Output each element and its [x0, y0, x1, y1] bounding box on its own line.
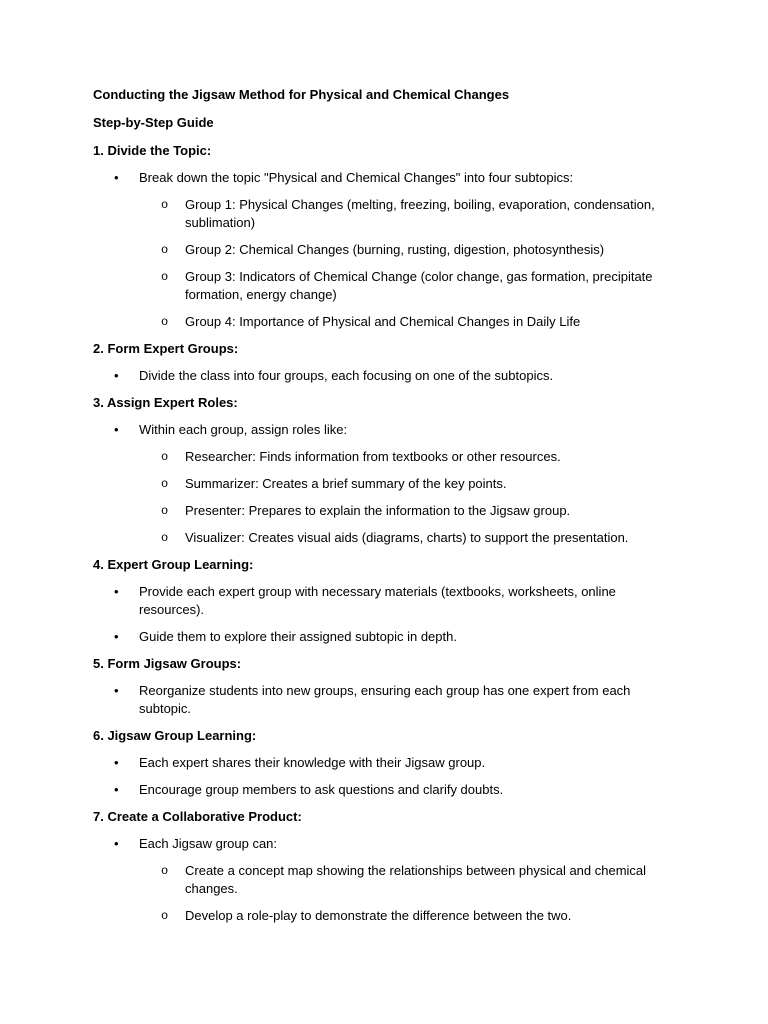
document-body — [93, 86, 673, 934]
sub-list-item-text: Researcher: Finds information from textbooks or other resources. — [185, 449, 561, 464]
circle-bullet-icon: o — [161, 315, 169, 329]
list-item — [93, 754, 673, 772]
sub-list-item-text: Summarizer: Creates a brief summary of the key points. — [185, 476, 507, 491]
list-item-text: Provide each expert group with necessary materials (textbooks, worksheets, online resources). — [139, 584, 616, 617]
bullet-icon: • — [114, 584, 119, 599]
circle-bullet-icon: o — [161, 243, 169, 257]
list-item — [93, 781, 673, 799]
step-section — [93, 340, 673, 385]
document-subtitle: Step-by-Step Guide — [93, 115, 214, 130]
bullet-icon: • — [114, 782, 119, 797]
step-heading: 2. Form Expert Groups: — [93, 341, 239, 356]
bullet-list — [93, 583, 673, 646]
step-heading: 5. Form Jigsaw Groups: — [93, 656, 242, 671]
sub-bullet-list — [139, 862, 673, 925]
step-section — [93, 394, 673, 547]
sub-list-item — [139, 241, 673, 259]
circle-bullet-icon: o — [161, 531, 169, 545]
sub-list-item — [139, 907, 673, 925]
circle-bullet-icon: o — [161, 450, 169, 464]
bullet-icon: • — [114, 755, 119, 770]
sub-list-item-text: Create a concept map showing the relationships between physical and chemical changes. — [185, 863, 647, 896]
step-heading: 6. Jigsaw Group Learning: — [93, 728, 257, 743]
list-item — [93, 835, 673, 925]
bullet-icon: • — [114, 170, 119, 185]
list-item — [93, 367, 673, 385]
step-heading: 3. Assign Expert Roles: — [93, 395, 238, 410]
step-section — [93, 655, 673, 718]
sub-list-item — [139, 196, 673, 232]
sub-list-item — [139, 529, 673, 547]
sub-list-item-text: Group 4: Importance of Physical and Chemical Changes in Daily Life — [185, 314, 581, 329]
step-section — [93, 556, 673, 646]
circle-bullet-icon: o — [161, 198, 169, 212]
list-item — [93, 583, 673, 619]
circle-bullet-icon: o — [161, 270, 169, 284]
circle-bullet-icon: o — [161, 504, 169, 518]
sub-list-item-text: Group 2: Chemical Changes (burning, rusting, digestion, photosynthesis) — [185, 242, 605, 257]
bullet-icon: • — [114, 629, 119, 644]
bullet-icon: • — [114, 683, 119, 698]
document-title: Conducting the Jigsaw Method for Physical and Chemical Changes — [93, 87, 510, 102]
sub-list-item-text: Presenter: Prepares to explain the information to the Jigsaw group. — [185, 503, 571, 518]
list-item-text: Divide the class into four groups, each focusing on one of the subtopics. — [139, 368, 554, 383]
circle-bullet-icon: o — [161, 909, 169, 923]
bullet-icon: • — [114, 422, 119, 437]
bullet-icon: • — [114, 368, 119, 383]
step-section — [93, 808, 673, 925]
bullet-list — [93, 367, 673, 385]
list-item — [93, 628, 673, 646]
list-item-text: Each expert shares their knowledge with their Jigsaw group. — [139, 755, 486, 770]
steps-list — [93, 142, 673, 925]
bullet-icon: • — [114, 836, 119, 851]
bullet-list — [93, 421, 673, 547]
circle-bullet-icon: o — [161, 864, 169, 878]
sub-list-item — [139, 268, 673, 304]
list-item — [93, 169, 673, 331]
sub-list-item — [139, 313, 673, 331]
sub-list-item-text: Visualizer: Creates visual aids (diagrams, charts) to support the presentation. — [185, 530, 629, 545]
bullet-list — [93, 682, 673, 718]
step-section — [93, 727, 673, 799]
circle-bullet-icon: o — [161, 477, 169, 491]
sub-list-item — [139, 448, 673, 466]
list-item-text: Reorganize students into new groups, ensuring each group has one expert from each subtopic. — [139, 683, 631, 716]
list-item-text: Each Jigsaw group can: — [139, 836, 278, 851]
list-item-text: Within each group, assign roles like: — [139, 422, 348, 437]
sub-list-item — [139, 475, 673, 493]
sub-list-item — [139, 862, 673, 898]
list-item — [93, 682, 673, 718]
step-section — [93, 142, 673, 331]
list-item-text: Break down the topic "Physical and Chemical Changes" into four subtopics: — [139, 170, 574, 185]
bullet-list — [93, 169, 673, 331]
sub-bullet-list — [139, 448, 673, 547]
sub-bullet-list — [139, 196, 673, 331]
bullet-list — [93, 835, 673, 925]
list-item-text: Encourage group members to ask questions and clarify doubts. — [139, 782, 504, 797]
sub-list-item-text: Group 3: Indicators of Chemical Change (color change, gas formation, precipitate formation, energy change) — [185, 269, 653, 302]
sub-list-item — [139, 502, 673, 520]
sub-list-item-text: Group 1: Physical Changes (melting, freezing, boiling, evaporation, condensation, sublimation) — [185, 197, 655, 230]
list-item — [93, 421, 673, 547]
sub-list-item-text: Develop a role-play to demonstrate the difference between the two. — [185, 908, 572, 923]
step-heading: 1. Divide the Topic: — [93, 143, 212, 158]
step-heading: 4. Expert Group Learning: — [93, 557, 254, 572]
list-item-text: Guide them to explore their assigned subtopic in depth. — [139, 629, 457, 644]
bullet-list — [93, 754, 673, 799]
step-heading: 7. Create a Collaborative Product: — [93, 809, 302, 824]
